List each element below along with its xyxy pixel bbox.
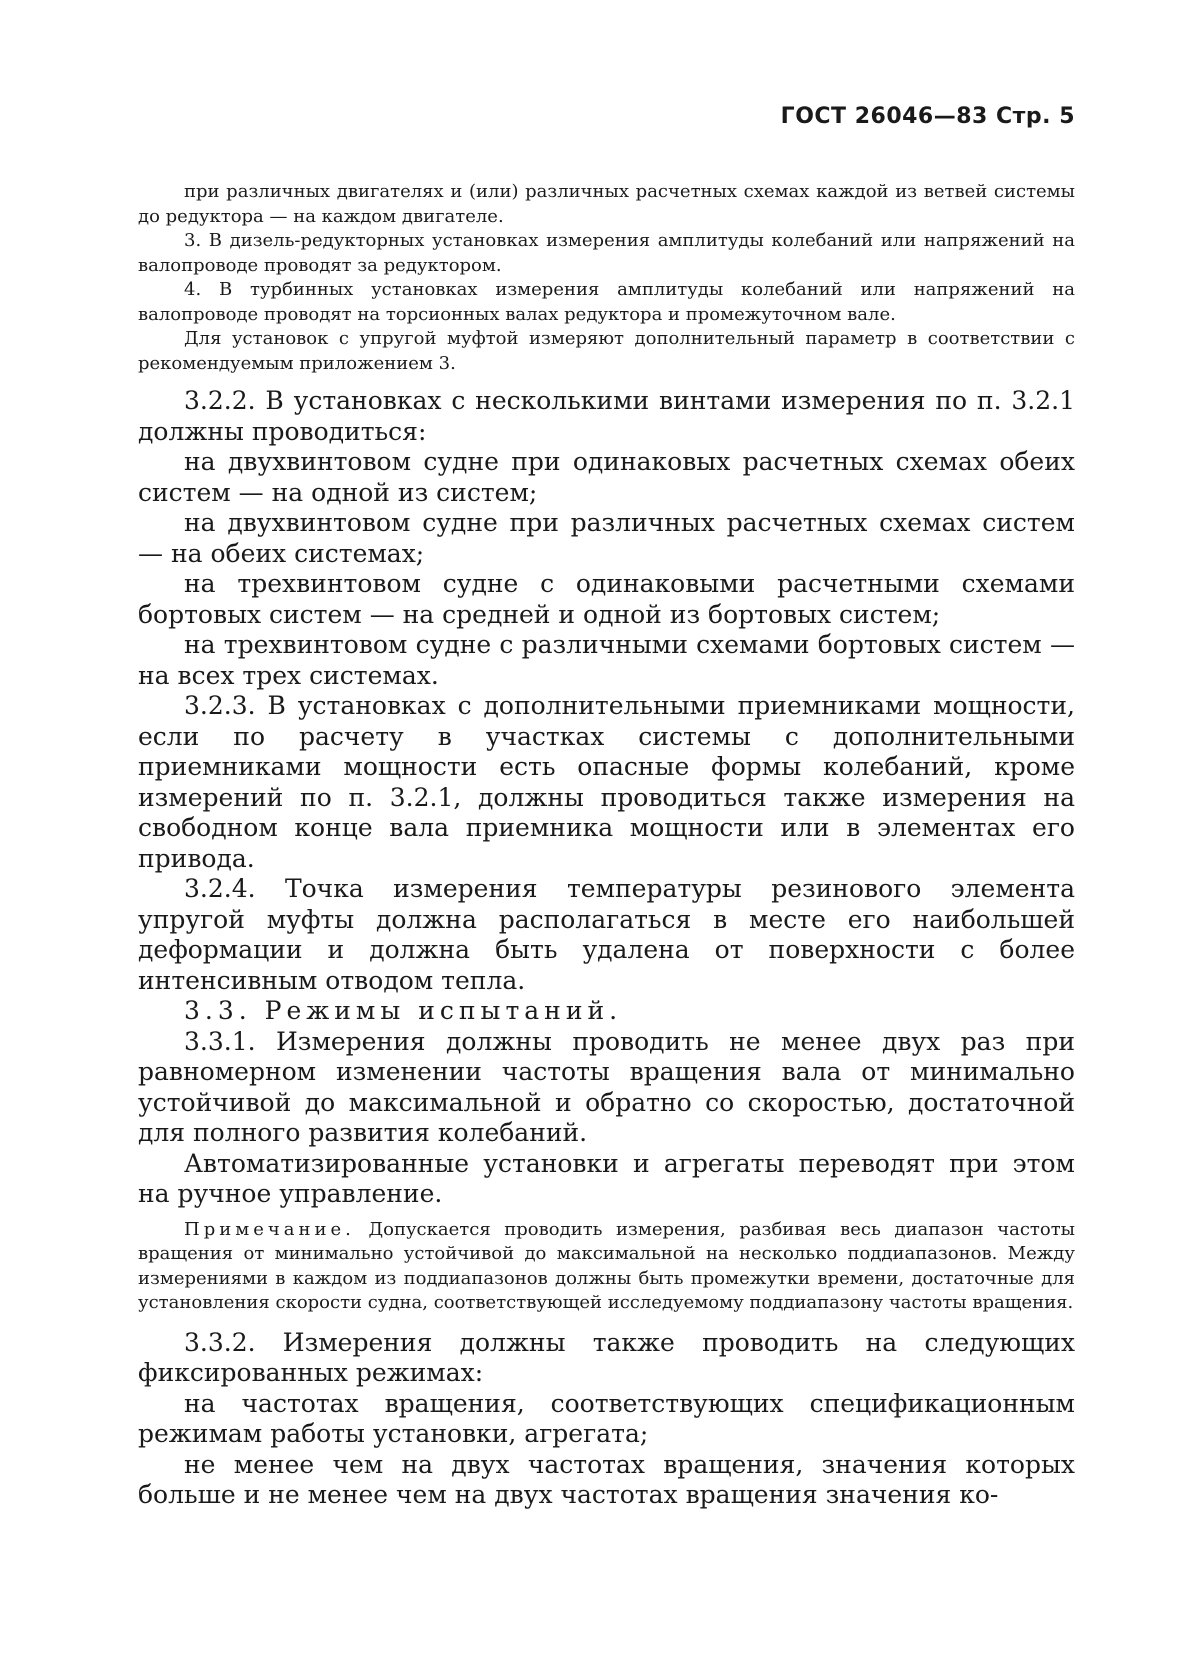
paragraph: на двухвинтовом судне при одинаковых расчетных схемах обеих систем — на одной из систем; [138, 447, 1075, 507]
paragraph: 3.2.2. В установках с несколькими винтами измерения по п. 3.2.1 должны проводиться: [138, 386, 1075, 446]
paragraph: 4. В турбинных установках измерения амплитуды колебаний или напряжений на валопроводе проводят на торсионных валах редуктора и промежуточном вале. [138, 279, 1075, 325]
paragraph: не менее чем на двух частотах вращения, значения которых больше и не менее чем на двух частотах вращения значения ко- [138, 1449, 1075, 1509]
note-block [138, 1218, 1075, 1316]
paragraph: на двухвинтовом судне при различных расчетных схемах систем — на обеих системах; [138, 508, 1075, 568]
note-text: Допускается проводить измерения, разбивая весь диапазон частоты вращения от минимально устойчивой до максимальной на несколько поддиапазонов. Между измерениями в каждом из поддиапазонов должны быть промежутки времени, достаточные для установления скорости судна, соответствующей исследуемому поддиапазону частоты вращения. [138, 1218, 1075, 1313]
small-text-block [138, 180, 1075, 376]
paragraph: 3. В дизель-редукторных установках измерения амплитуды колебаний или напряжений на валопроводе проводят за редуктором. [138, 230, 1075, 276]
paragraph: при различных двигателях и (или) различных расчетных схемах каждой из ветвей системы до редуктора — на каждом двигателе. [138, 181, 1075, 227]
note-label: Примечание. [184, 1218, 355, 1240]
main-text-block [138, 386, 1075, 1210]
paragraph: Для установок с упругой муфтой измеряют дополнительный параметр в соответствии с рекомендуемым приложением 3. [138, 328, 1075, 374]
page-number: Стр. 5 [996, 104, 1075, 129]
paragraph: на частотах вращения, соответствующих спецификационным режимам работы установки, агрегата; [138, 1388, 1075, 1448]
main-text-block-continued [138, 1328, 1075, 1511]
section-heading: 3.3. Режимы испытаний. [184, 996, 623, 1025]
note-paragraph [138, 1218, 1075, 1316]
standard-number: ГОСТ 26046—83 [780, 104, 988, 129]
paragraph: на трехвинтовом судне с одинаковыми расчетными схемами бортовых систем — на средней и одной из бортовых систем; [138, 569, 1075, 629]
page-header [781, 104, 1075, 129]
paragraph: 3.2.4. Точка измерения температуры резинового элемента упругой муфты должна располагаться в месте его наибольшей деформации и должна быть удалена от поверхности с более интенсивным отводом тепла. [138, 874, 1075, 995]
paragraph: 3.2.3. В установках с дополнительными приемниками мощности, если по расчету в участках системы с дополнительными приемниками мощности есть опасные формы колебаний, кроме измерений по п. 3.2.1, должны проводиться также измерения на свободном конце вала приемника мощности или в элементах его привода. [138, 691, 1075, 873]
paragraph: на трехвинтовом судне с различными схемами бортовых систем — на всех трех системах. [138, 630, 1075, 690]
paragraph: 3.3.2. Измерения должны также проводить на следующих фиксированных режимах: [138, 1327, 1075, 1387]
paragraph: 3.3.1. Измерения должны проводить не менее двух раз при равномерном изменении частоты вращения вала от минимально устойчивой до максимальной и обратно со скоростью, достаточной для полного развития колебаний. [138, 1026, 1075, 1147]
page-content [138, 180, 1075, 1511]
paragraph: Автоматизированные установки и агрегаты переводят при этом на ручное управление. [138, 1148, 1075, 1208]
